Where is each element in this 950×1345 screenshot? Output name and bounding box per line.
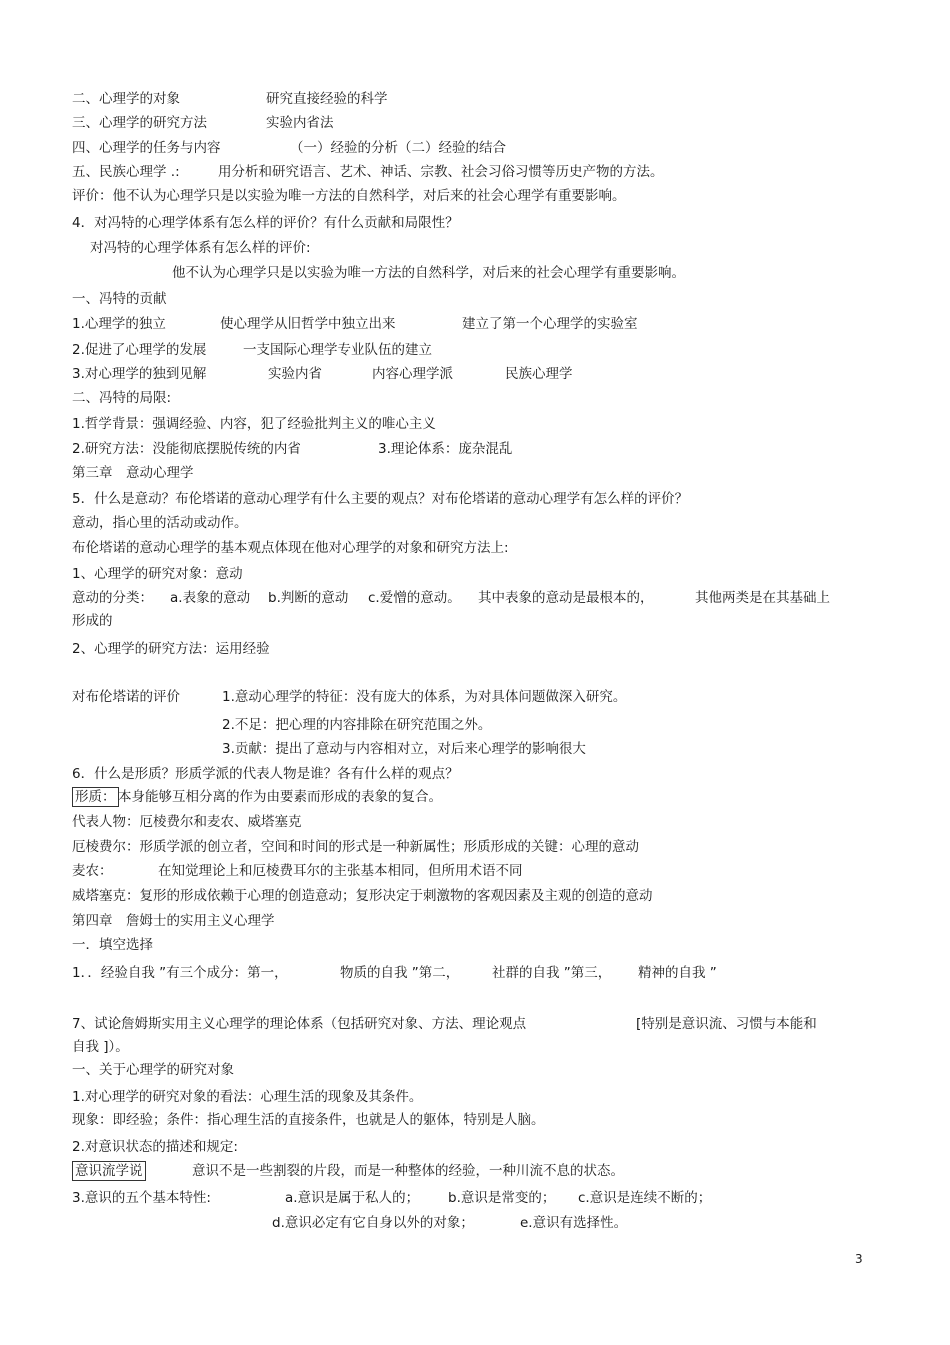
section-heading: 一、冯特的贡献 (72, 291, 167, 307)
text-line: e.意识有选择性。 (520, 1215, 628, 1231)
text-line: 1.意动心理学的特征：没有庞大的体系，为对具体问题做深入研究。 (222, 689, 627, 705)
text-line: b.判断的意动 (268, 590, 349, 606)
text-line: 形成的 (72, 613, 113, 629)
text-line: 二、心理学的对象 (72, 91, 180, 107)
text-line: 民族心理学 (505, 366, 573, 382)
text-line: 用分析和研究语言、艺术、神话、宗教、社会习俗习惯等历史产物的方法。 (218, 164, 664, 180)
text-line: 社群的自我 ”第三， (492, 965, 612, 981)
question-heading: 4．对冯特的心理学体系有怎么样的评价？有什么贡献和局限性？ (72, 215, 459, 231)
text-line: 厄棱费尔：形质学派的创立者，空间和时间的形式是一种新属性；形质形成的关键：心理的意动 (72, 839, 639, 855)
text-line: 本身能够互相分离的作为由要素而形成的表象的复合。 (118, 789, 442, 805)
text-line: 现象：即经验；条件：指心理生活的直接条件，也就是人的躯体，特别是人脑。 (72, 1112, 545, 1128)
text-line: 2、心理学的研究方法：运用经验 (72, 641, 270, 657)
chapter-heading: 第四章 詹姆士的实用主义心理学 (72, 913, 275, 929)
text-line: 代表人物：厄棱费尔和麦农、威塔塞克 (72, 814, 302, 830)
text-line: （一）经验的分析（二）经验的结合 (290, 140, 506, 156)
text-line: 2.不足：把心理的内容排除在研究范围之外。 (222, 717, 492, 733)
section-heading: 一．填空选择 (72, 937, 153, 953)
text-line: 评价：他不认为心理学只是以实验为唯一方法的自然科学，对后来的社会心理学有重要影响。 (72, 188, 626, 204)
text-line: 物质的自我 ”第二， (340, 965, 460, 981)
text-line: 1、心理学的研究对象：意动 (72, 566, 243, 582)
text-line: 使心理学从旧哲学中独立出来 (220, 316, 396, 332)
section-heading: 二、冯特的局限: (72, 390, 172, 406)
text-line: 五、民族心理学 .: (72, 164, 180, 180)
text-line: 3.意识的五个基本特性: (72, 1190, 211, 1206)
text-line: 2.对意识状态的描述和规定: (72, 1139, 238, 1155)
text-line: 其他两类是在其基础上 (695, 590, 830, 606)
text-line: 实验内省 (268, 366, 322, 382)
text-line: 内容心理学派 (372, 366, 453, 382)
page-number: 3 (855, 1252, 863, 1266)
text-line: 意识不是一些割裂的片段，而是一种整体的经验，一种川流不息的状态。 (192, 1163, 624, 1179)
text-line: 对布伦塔诺的评价 (72, 689, 180, 705)
text-line: 建立了第一个心理学的实验室 (462, 316, 638, 332)
question-heading: 7、试论詹姆斯实用主义心理学的理论体系（包括研究对象、方法、理论观点 (72, 1016, 527, 1032)
text-line: 布伦塔诺的意动心理学的基本观点体现在他对心理学的对象和研究方法上: (72, 540, 509, 556)
text-line: 实验内省法 (266, 115, 334, 131)
text-line: 1.哲学背景：强调经验、内容，犯了经验批判主义的唯心主义 (72, 416, 436, 432)
text-line: 对冯特的心理学体系有怎么样的评价: (90, 240, 311, 256)
text-line: c.意识是连续不断的； (578, 1190, 712, 1206)
text-line: 威塔塞克：复形的形成依赖于心理的创造意动；复形决定于刺激物的客观因素及主观的创造的意动 (72, 888, 653, 904)
text-line: 1.心理学的独立 (72, 316, 166, 332)
question-heading: 5．什么是意动？布伦塔诺的意动心理学有什么主要的观点？对布伦塔诺的意动心理学有怎么样的评价？ (72, 491, 689, 507)
text-line: 其中表象的意动是最根本的， (478, 590, 654, 606)
text-line: 一支国际心理学专业队伍的建立 (243, 342, 432, 358)
text-line: 四、心理学的任务与内容 (72, 140, 221, 156)
text-line: 3.贡献：提出了意动与内容相对立，对后来心理学的影响很大 (222, 741, 586, 757)
text-line: a.表象的意动 (170, 590, 251, 606)
text-line: 2.促进了心理学的发展 (72, 342, 207, 358)
text-line: 3.理论体系：庞杂混乱 (378, 441, 513, 457)
text-line: 三、心理学的研究方法 (72, 115, 207, 131)
section-heading: 一、关于心理学的研究对象 (72, 1062, 234, 1078)
text-line: 意动，指心里的活动或动作。 (72, 515, 248, 531)
text-line: a.意识是属于私人的； (285, 1190, 420, 1206)
text-line: 1.对心理学的研究对象的看法：心理生活的现象及其条件。 (72, 1089, 423, 1105)
text-line: 2.研究方法：没能彻底摆脱传统的内省 (72, 441, 301, 457)
text-line: 精神的自我 ” (638, 965, 717, 981)
question-heading: 自我 ]）。 (72, 1039, 129, 1055)
term-box: 意识流学说 (72, 1161, 146, 1181)
text-line: 意动的分类： (72, 590, 153, 606)
text-line: 1．．经验自我 ”有三个成分：第一， (72, 965, 288, 981)
text-line: d.意识必定有它自身以外的对象； (272, 1215, 474, 1231)
question-heading: [特别是意识流、习惯与本能和 (636, 1016, 817, 1032)
text-line: b.意识是常变的； (448, 1190, 556, 1206)
text-line: 在知觉理论上和厄棱费耳尔的主张基本相同，但所用术语不同 (158, 863, 523, 879)
text-line: c.爱憎的意动。 (368, 590, 461, 606)
term-box: 形质： (72, 787, 119, 807)
question-heading: 6．什么是形质？形质学派的代表人物是谁？各有什么样的观点？ (72, 766, 459, 782)
text-line: 麦农： (72, 863, 113, 879)
text-line: 他不认为心理学只是以实验为唯一方法的自然科学，对后来的社会心理学有重要影响。 (172, 265, 685, 281)
chapter-heading: 第三章 意动心理学 (72, 465, 194, 481)
text-line: 研究直接经验的科学 (266, 91, 388, 107)
text-line: 3.对心理学的独到见解 (72, 366, 207, 382)
